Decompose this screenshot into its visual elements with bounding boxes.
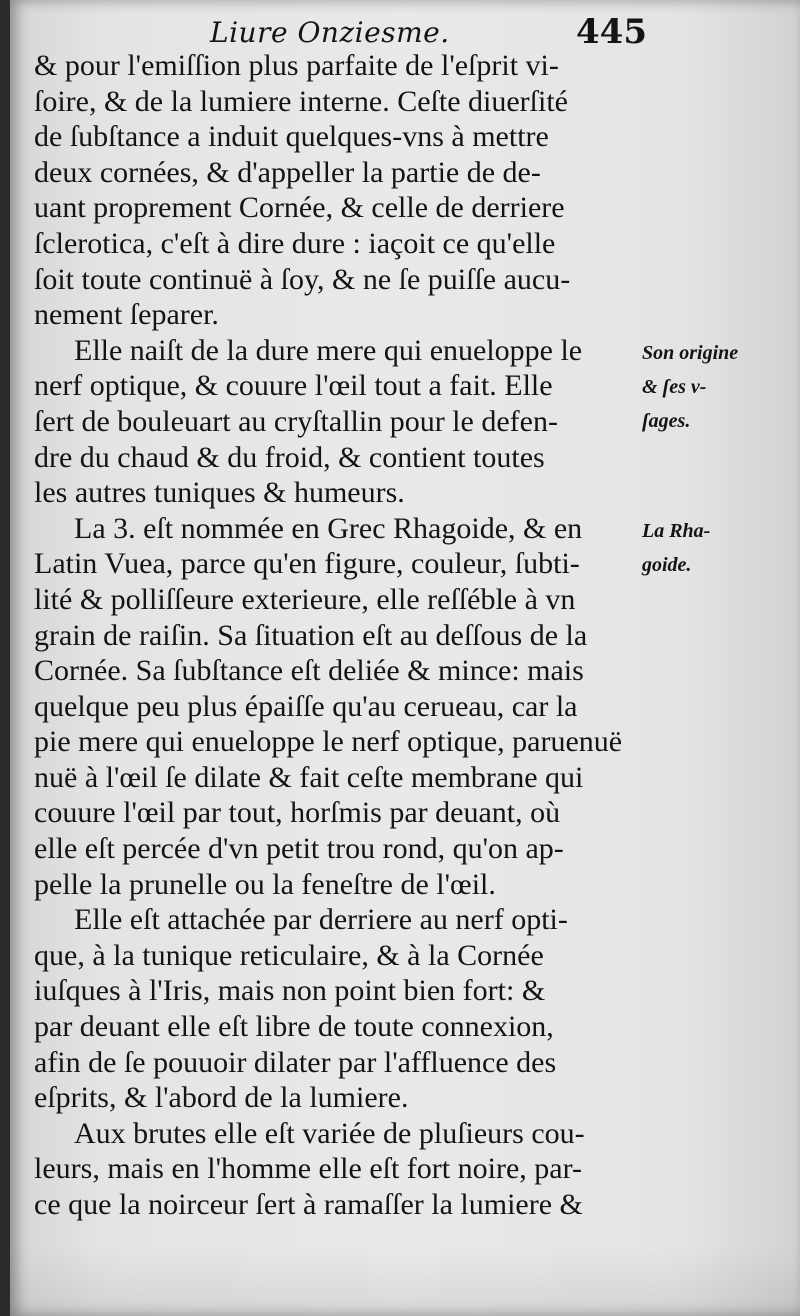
text-line: que, à la tunique reticulaire, & à la Cornée <box>34 938 544 972</box>
text-line: ſoit toute continuë à ſoy, & ne ſe puiſſe aucu- <box>34 262 571 296</box>
text-line: & pour l'emiſſion plus parfaite de l'eſprit vi- <box>34 49 559 82</box>
margin-note-line: Son origine <box>642 342 739 364</box>
text-line: leurs, mais en l'homme elle eſt fort noire, par- <box>34 1152 582 1186</box>
text-line: uant proprement Cornée, & celle de derriere <box>34 191 565 225</box>
text-line: Latin Vuea, parce qu'en figure, couleur, ſubti- <box>34 547 580 581</box>
margin-note-line: ſages. <box>642 410 691 432</box>
text-line: grain de raiſin. Sa ſituation eſt au deſſous de la <box>34 618 588 652</box>
text-line: dre du chaud & du froid, & contient toutes <box>34 440 545 474</box>
text-line: afin de ſe pouuoir dilater par l'affluence des <box>34 1045 557 1079</box>
text-line: quelque peu plus épaiſſe qu'au cerueau, car la <box>34 689 578 723</box>
margin-note-origin <box>642 336 792 438</box>
text-line: couure l'œil par tout, horſmis par deuant, où <box>34 796 561 830</box>
text-line: lité & polliſſeure exterieure, elle reſſéble à vn <box>34 582 576 616</box>
text-line: nuë à l'œil ſe dilate & fait ceſte membrane qui <box>34 760 584 794</box>
text-line: eſprits, & l'abord de la lumiere. <box>34 1081 409 1115</box>
margin-note-line: La Rha- <box>642 520 711 542</box>
paragraph-start-line: Elle eſt attachée par derriere au nerf opti- <box>74 903 568 937</box>
text-line: iuſques à l'Iris, mais non point bien fort: & <box>34 974 546 1008</box>
text-line: deux cornées, & d'appeller la partie de de- <box>34 155 541 189</box>
book-page <box>10 0 800 1316</box>
page-number: 445 <box>576 12 647 52</box>
paragraph-start-line: Elle naiſt de la dure mere qui enueloppe le <box>74 333 583 367</box>
margin-note-rhagoide <box>642 514 792 582</box>
margin-note-line: goide. <box>642 554 692 576</box>
page-bottom-shadow <box>10 1246 800 1316</box>
paragraph-start-line: La 3. eſt nommée en Grec Rhagoide, & en <box>74 511 583 545</box>
text-line: ce que la noirceur ſert à ramaſſer la lumiere & <box>34 1188 583 1221</box>
text-line: nerf optique, & couure l'œil tout a fait. Elle <box>34 369 553 403</box>
text-line: Cornée. Sa ſubſtance eſt deliée & mince: mais <box>34 654 584 688</box>
text-line: elle eſt percée d'vn petit trou rond, qu'on ap- <box>34 832 564 866</box>
text-line: pie mere qui enueloppe le nerf optique, paruenuë <box>34 725 623 759</box>
text-line: de ſubſtance a induit quelques-vns à mettre <box>34 120 549 154</box>
text-line: ſert de bouleuart au cryſtallin pour le defen- <box>34 404 558 438</box>
margin-note-line: & ſes v- <box>642 376 707 398</box>
text-line: nement ſeparer. <box>34 298 219 332</box>
body-text <box>34 48 644 1223</box>
text-line: par deuant elle eſt libre de toute connexion, <box>34 1010 554 1044</box>
text-line: ſclerotica, c'eſt à dire dure : iaçoit ce qu'elle <box>34 226 556 260</box>
running-title: Liure Onziesme. <box>210 16 450 49</box>
text-line: ſoire, & de la lumiere interne. Ceſte diuerſité <box>34 84 568 118</box>
paragraph-start-line: Aux brutes elle eſt variée de pluſieurs cou- <box>74 1116 585 1150</box>
text-line: les autres tuniques & humeurs. <box>34 476 405 510</box>
text-line: pelle la prunelle ou la feneſtre de l'œil. <box>34 867 496 901</box>
